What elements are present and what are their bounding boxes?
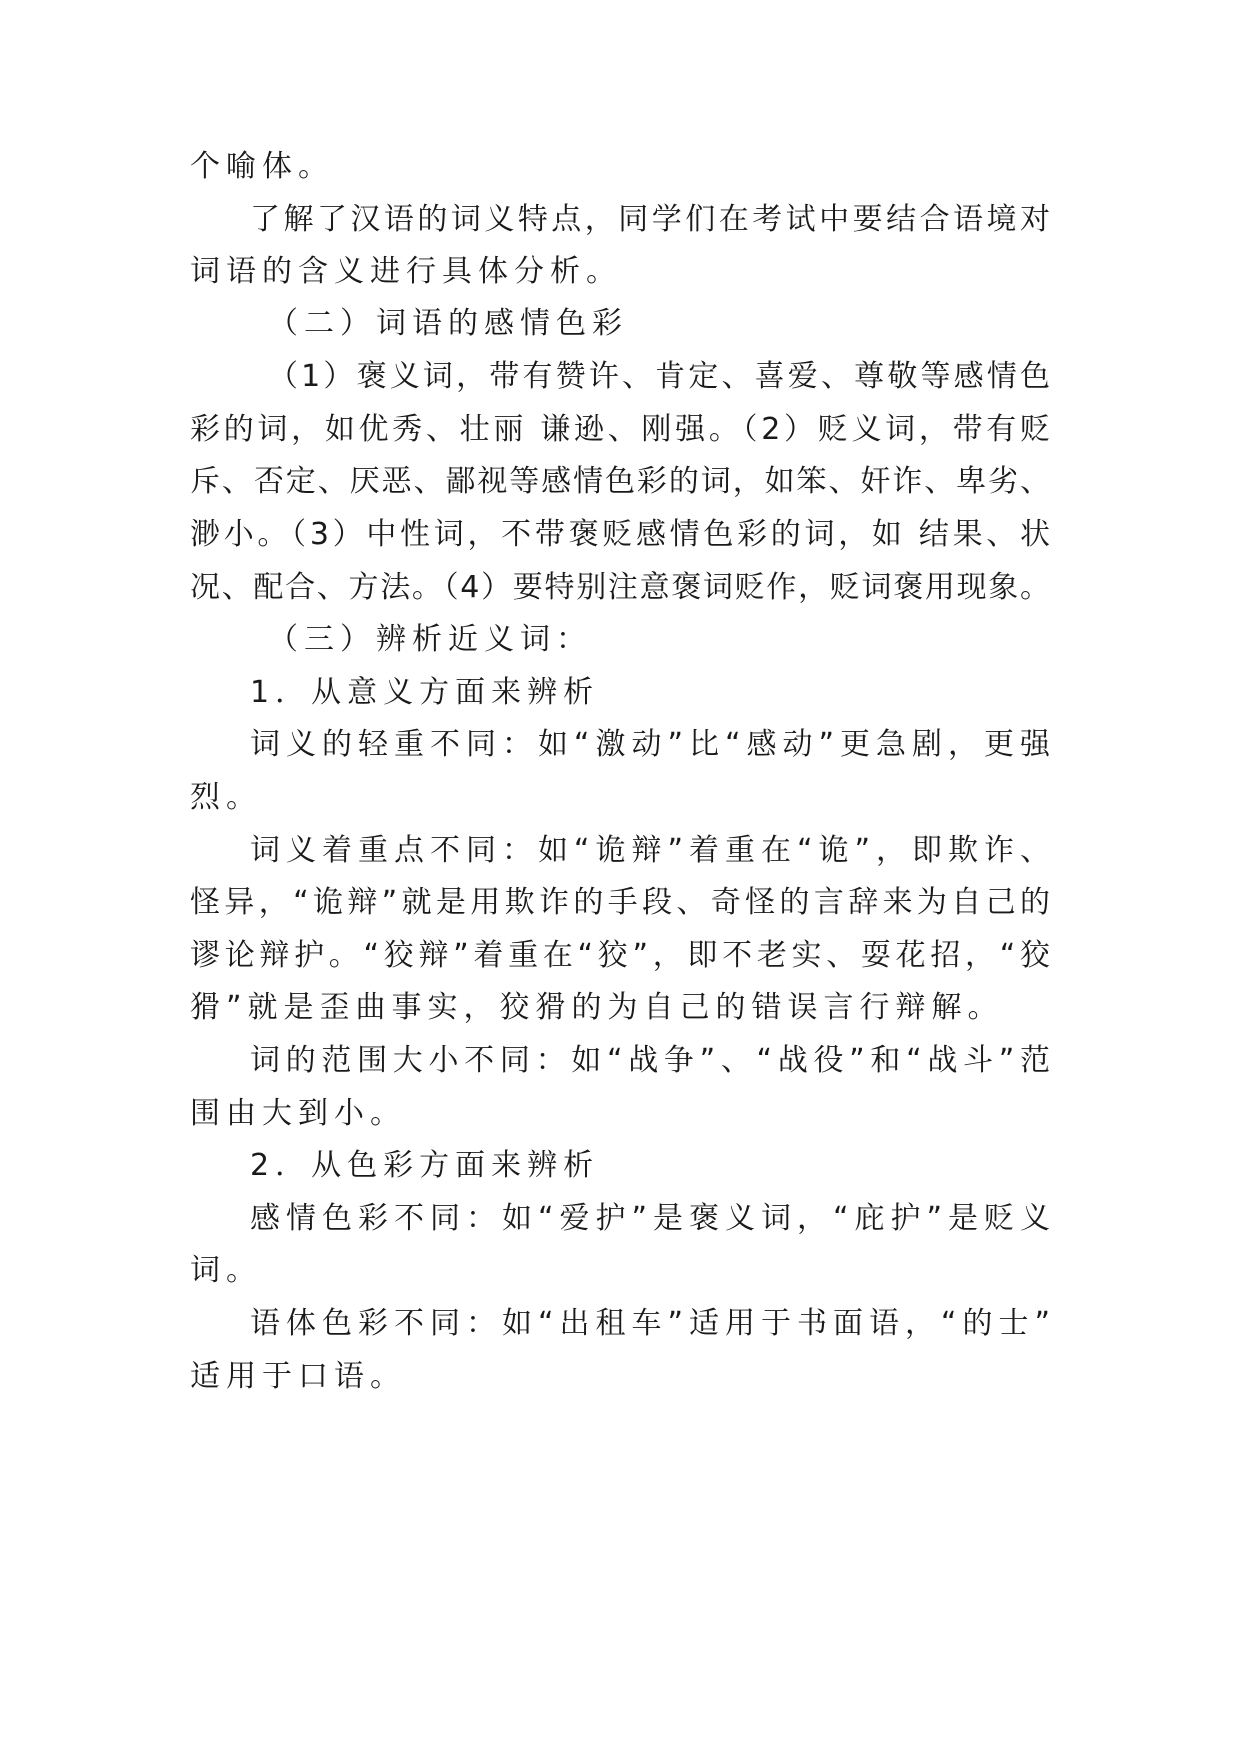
text-line: 怪异，“诡辩”就是用欺诈的手段、奇怪的言辞来为自己的 xyxy=(190,885,1050,920)
text-line: 彩的词，如优秀、壮丽 谦逊、刚强。（2）贬义词，带有贬 xyxy=(190,412,1050,447)
text-line: 适用于口语。 xyxy=(190,1359,406,1394)
paragraph-line: 感情色彩不同：如“爱护”是褒义词，“庇护”是贬义 xyxy=(250,1201,1050,1236)
text-line: 斥、否定、厌恶、鄙视等感情色彩的词，如笨、奸诈、卑劣、 xyxy=(190,464,1050,499)
paragraph-line: 词义的轻重不同：如“激动”比“感动”更急剧，更强 xyxy=(250,727,1050,762)
text-line: 猾”就是歪曲事实，狡猾的为自己的错误言行辩解。 xyxy=(190,990,1004,1025)
paragraph-line: （1）褒义词，带有赞许、肯定、喜爱、尊敬等感情色 xyxy=(268,359,1050,394)
text-line: 烈。 xyxy=(190,780,262,815)
subsection-heading: 2．从色彩方面来辨析 xyxy=(250,1148,600,1183)
section-heading: （二）词语的感情色彩 xyxy=(268,306,628,341)
text-line: 词。 xyxy=(190,1253,262,1288)
paragraph-line: 词的范围大小不同：如“战争”、“战役”和“战斗”范 xyxy=(250,1043,1050,1078)
text-line: 词语的含义进行具体分析。 xyxy=(190,254,622,289)
text-line: 渺小。（3）中性词，不带褒贬感情色彩的词，如 结果、状 xyxy=(190,517,1050,552)
text-line: 况、配合、方法。（4）要特别注意褒词贬作，贬词褒用现象。 xyxy=(190,570,1050,605)
paragraph-line: 了解了汉语的词义特点，同学们在考试中要结合语境对 xyxy=(250,202,1050,237)
paragraph-line: 语体色彩不同：如“出租车”适用于书面语，“的士” xyxy=(250,1306,1050,1341)
paragraph-line: 词义着重点不同：如“诡辩”着重在“诡”，即欺诈、 xyxy=(250,833,1050,868)
text-line: 围由大到小。 xyxy=(190,1096,406,1131)
text-line: 谬论辩护。“狡辩”着重在“狡”，即不老实、耍花招，“狡 xyxy=(190,938,1050,973)
section-heading: （三）辨析近义词： xyxy=(268,622,592,657)
subsection-heading: 1．从意义方面来辨析 xyxy=(250,675,600,710)
text-line: 个喻体。 xyxy=(190,149,334,184)
